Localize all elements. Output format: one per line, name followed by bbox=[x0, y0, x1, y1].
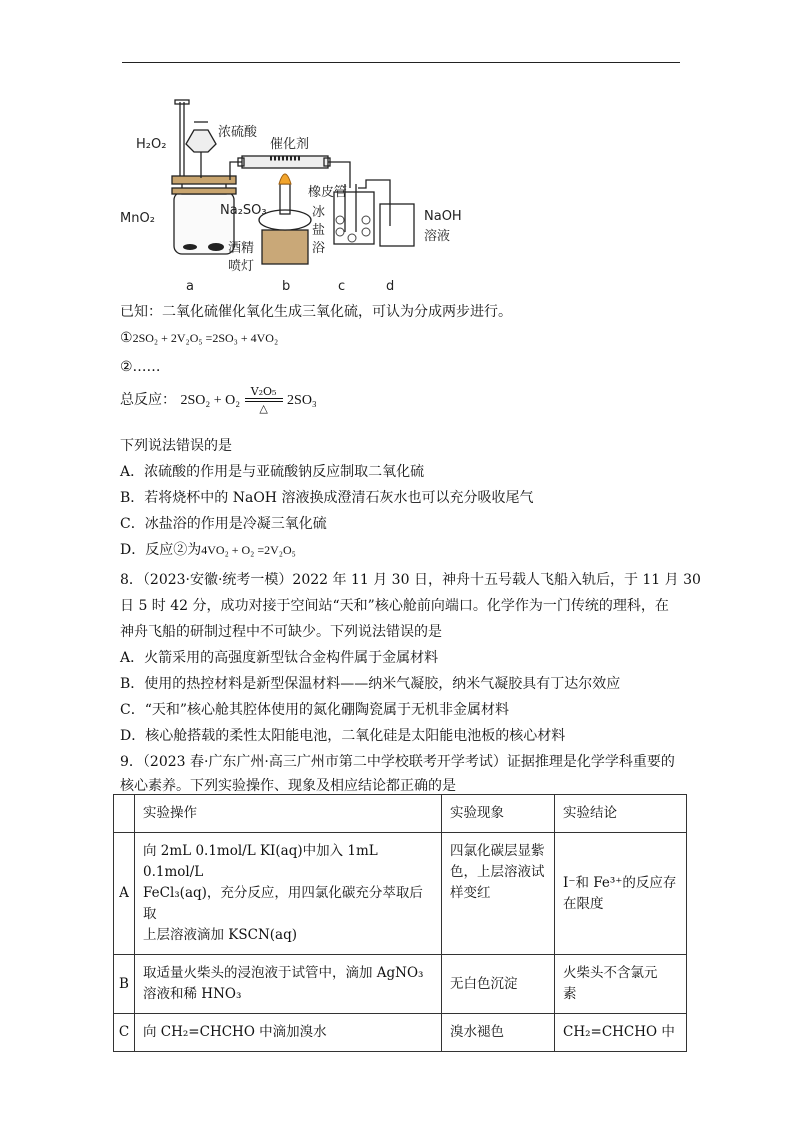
ice-bath-label-2: 盐 bbox=[312, 223, 326, 238]
table-header-row bbox=[114, 795, 687, 833]
conclusion-cell bbox=[555, 955, 687, 1014]
operation-line: FeCl₃(aq)，充分反应，用四氯化碳充分萃取后取 bbox=[143, 885, 423, 922]
total-right: 2SO₃ bbox=[287, 393, 317, 408]
phenomenon-line: 四氯化碳层显紫 bbox=[450, 843, 545, 859]
q8-option-c: C．“天和”核心舱其腔体使用的氮化硼陶瓷属于无机非金属材料 bbox=[120, 702, 510, 718]
ice-bath-label-3: 浴 bbox=[312, 241, 326, 256]
lamp-label-line2: 喷灯 bbox=[228, 259, 255, 274]
table-row bbox=[114, 833, 687, 955]
option-d-prefix: D．反应②为 bbox=[120, 542, 202, 558]
q7-option-a: A．浓硫酸的作用是与亚硫酸钠反应制取二氧化硫 bbox=[120, 464, 425, 480]
q7-option-c: C．冰盐浴的作用是冷凝三氧化硫 bbox=[120, 516, 327, 532]
conclusion-line: 在限度 bbox=[563, 895, 604, 912]
catalyst-condition: V₂O₅ bbox=[250, 385, 277, 398]
q7-total-reaction bbox=[120, 386, 317, 415]
operation-line: 向 2mL 0.1mol/L KI(aq)中加入 1mL 0.1mol/L bbox=[143, 843, 378, 880]
phenomenon-line: 色，上层溶液试 bbox=[450, 864, 545, 880]
solution-label: 溶液 bbox=[424, 229, 451, 244]
phenomenon-cell bbox=[442, 955, 555, 1014]
phenomenon-cell bbox=[442, 1014, 555, 1052]
phenomenon-line: 无白色沉淀 bbox=[450, 975, 518, 992]
operation-line: 向 CH₂=CHCHO 中滴加溴水 bbox=[143, 1024, 327, 1040]
label-a: a bbox=[186, 279, 194, 294]
conclusion-line: CH₂=CHCHO 中 bbox=[563, 1024, 675, 1040]
row-letter: A bbox=[114, 833, 135, 955]
header-rule bbox=[122, 62, 680, 63]
experiment-table bbox=[113, 794, 687, 1052]
q8-option-d: D．核心舱搭载的柔性太阳能电池，二氧化硅是太阳能电池板的核心材料 bbox=[120, 728, 566, 744]
phenomenon-line: 样变红 bbox=[450, 885, 491, 901]
ice-bath-label-1: 冰 bbox=[312, 205, 326, 220]
operation-cell bbox=[135, 955, 442, 1014]
table-row bbox=[114, 1014, 687, 1052]
naoh-label: NaOH bbox=[424, 209, 462, 224]
conclusion-line: 素 bbox=[563, 986, 577, 1002]
label-b: b bbox=[282, 279, 291, 294]
phenomenon-cell bbox=[442, 833, 555, 955]
q8-option-a: A．火箭采用的高强度新型钛合金构件属于金属材料 bbox=[120, 650, 439, 666]
rubber-tube-label: 橡皮管 bbox=[308, 185, 348, 200]
q8-option-b: B．使用的热控材料是新型保温材料——纳米气凝胶，纳米气凝胶具有丁达尔效应 bbox=[120, 676, 621, 692]
operation-cell bbox=[135, 833, 442, 955]
step1-equation: 2SO₂ + 2V₂O₅ =2SO₃ + 4VO₂ bbox=[132, 331, 279, 345]
header-conclusion: 实验结论 bbox=[555, 795, 687, 833]
total-label: 总反应： bbox=[120, 392, 176, 408]
concentrated-acid-label: 浓硫酸 bbox=[218, 125, 258, 140]
header-operation: 实验操作 bbox=[135, 795, 442, 833]
q8-line2: 日 5 时 42 分，成功对接于空间站“天和”核心舱前向端口。化学作为一门传统的理科，在 bbox=[120, 598, 669, 614]
q7-option-b: B．若将烧杯中的 NaOH 溶液换成澄清石灰水也可以充分吸收尾气 bbox=[120, 490, 534, 506]
q9-line2: 核心素养。下列实验操作、现象及相应结论都正确的是 bbox=[120, 778, 456, 794]
operation-line: 上层溶液滴加 KSCN(aq) bbox=[143, 927, 297, 943]
operation-line: 溶液和稀 HNO₃ bbox=[143, 986, 242, 1002]
h2o2-label: H₂O₂ bbox=[136, 137, 167, 152]
step1-mark: ① bbox=[120, 330, 133, 346]
mno2-label: MnO₂ bbox=[120, 211, 155, 226]
operation-cell bbox=[135, 1014, 442, 1052]
q7-known: 已知：二氧化硫催化氧化生成三氧化硫，可认为分成两步进行。 bbox=[120, 304, 512, 320]
na2so3-label: Na₂SO₃ bbox=[220, 203, 267, 218]
label-d: d bbox=[386, 279, 395, 294]
table-row bbox=[114, 955, 687, 1014]
q9-line1: 9．（2023 春·广东广州·高三广州市第二中学校联考开学考试）证据推理是化学学科重要的 bbox=[120, 754, 675, 770]
conclusion-cell bbox=[555, 833, 687, 955]
q7-step1 bbox=[120, 328, 278, 348]
label-c: c bbox=[338, 279, 346, 294]
q7-option-d bbox=[120, 540, 296, 560]
conclusion-line: I⁻和 Fe³⁺的反应存 bbox=[563, 874, 677, 891]
heat-condition: △ bbox=[259, 402, 268, 415]
header-empty-cell bbox=[114, 795, 135, 833]
conclusion-line: 火柴头不含氯元 bbox=[563, 965, 658, 981]
q8-line1: 8．（2023·安徽·统考一模）2022 年 11 月 30 日，神舟十五号载人飞船入轨后，于 11 月 30 bbox=[120, 572, 701, 588]
operation-line: 取适量火柴头的浸泡液于试管中，滴加 AgNO₃ bbox=[143, 965, 424, 981]
q8-line3: 神舟飞船的研制过程中不可缺少。下列说法错误的是 bbox=[120, 624, 442, 640]
phenomenon-line: 溴水褪色 bbox=[450, 1024, 504, 1040]
total-left: 2SO₂ + O₂ bbox=[180, 393, 241, 408]
conclusion-cell bbox=[555, 1014, 687, 1052]
lamp-label-line1: 酒精 bbox=[228, 241, 255, 256]
header-phenomenon: 实验现象 bbox=[442, 795, 555, 833]
row-letter: B bbox=[114, 955, 135, 1014]
catalyst-label: 催化剂 bbox=[270, 137, 310, 152]
row-letter: C bbox=[114, 1014, 135, 1052]
apparatus-diagram bbox=[112, 92, 492, 297]
q7-stem: 下列说法错误的是 bbox=[120, 438, 232, 454]
total-condition bbox=[245, 386, 283, 414]
option-d-equation: 4VO₂ + O₂ =2V₂O₅ bbox=[201, 543, 296, 557]
q7-step2: ②…… bbox=[120, 359, 161, 375]
